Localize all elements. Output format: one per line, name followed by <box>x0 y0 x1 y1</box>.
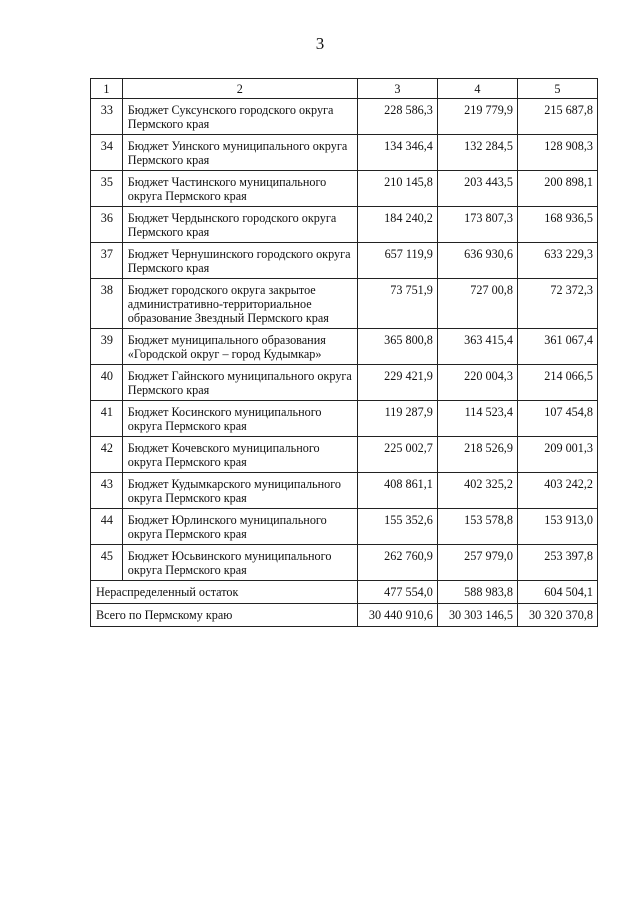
row-number-cell: 43 <box>91 473 123 509</box>
row-number-cell: 36 <box>91 207 123 243</box>
budget-name-cell: Бюджет Уинского муниципального округа Пермского края <box>122 135 357 171</box>
value-col-5-cell: 215 687,8 <box>517 99 597 135</box>
budget-name-cell: Бюджет городского округа закрытое административно-территориальное образование Звездный Пермского края <box>122 279 357 329</box>
value-col-5-cell: 168 936,5 <box>517 207 597 243</box>
table-row <box>91 243 598 279</box>
budget-name-cell: Бюджет Чернушинского городского округа Пермского края <box>122 243 357 279</box>
value-col-3-cell: 73 751,9 <box>357 279 437 329</box>
value-col-5-cell: 214 066,5 <box>517 365 597 401</box>
total-col-5-cell: 30 320 370,8 <box>517 604 597 627</box>
value-col-3-cell: 225 002,7 <box>357 437 437 473</box>
value-col-5-cell: 253 397,8 <box>517 545 597 581</box>
value-col-5-cell: 200 898,1 <box>517 171 597 207</box>
table-row <box>91 509 598 545</box>
value-col-3-cell: 657 119,9 <box>357 243 437 279</box>
budget-name-cell: Бюджет Гайнского муниципального округа Пермского края <box>122 365 357 401</box>
table-row <box>91 365 598 401</box>
budget-name-cell: Бюджет Косинского муниципального округа Пермского края <box>122 401 357 437</box>
row-number-cell: 33 <box>91 99 123 135</box>
value-col-4-cell: 363 415,4 <box>437 329 517 365</box>
row-number-cell: 40 <box>91 365 123 401</box>
table-row <box>91 473 598 509</box>
unallocated-col-4-cell: 588 983,8 <box>437 581 517 604</box>
value-col-3-cell: 228 586,3 <box>357 99 437 135</box>
row-number-cell: 44 <box>91 509 123 545</box>
table-row <box>91 545 598 581</box>
budget-name-cell: Бюджет Кудымкарского муниципального округа Пермского края <box>122 473 357 509</box>
row-number-cell: 34 <box>91 135 123 171</box>
value-col-4-cell: 402 325,2 <box>437 473 517 509</box>
value-col-4-cell: 153 578,8 <box>437 509 517 545</box>
header-cell-col-5: 5 <box>517 79 597 99</box>
budget-table-body <box>91 79 598 627</box>
value-col-3-cell: 229 421,9 <box>357 365 437 401</box>
value-col-5-cell: 633 229,3 <box>517 243 597 279</box>
table-row <box>91 401 598 437</box>
table-row <box>91 207 598 243</box>
unallocated-label-cell: Нераспределенный остаток <box>91 581 358 604</box>
row-number-cell: 41 <box>91 401 123 437</box>
value-col-5-cell: 128 908,3 <box>517 135 597 171</box>
value-col-4-cell: 220 004,3 <box>437 365 517 401</box>
row-number-cell: 37 <box>91 243 123 279</box>
total-col-4-cell: 30 303 146,5 <box>437 604 517 627</box>
value-col-5-cell: 153 913,0 <box>517 509 597 545</box>
value-col-4-cell: 218 526,9 <box>437 437 517 473</box>
budget-name-cell: Бюджет Юрлинского муниципального округа Пермского края <box>122 509 357 545</box>
table-row <box>91 279 598 329</box>
value-col-4-cell: 219 779,9 <box>437 99 517 135</box>
row-number-cell: 39 <box>91 329 123 365</box>
row-number-cell: 35 <box>91 171 123 207</box>
row-number-cell: 42 <box>91 437 123 473</box>
budget-name-cell: Бюджет Кочевского муниципального округа Пермского края <box>122 437 357 473</box>
unallocated-row <box>91 581 598 604</box>
total-label-cell: Всего по Пермскому краю <box>91 604 358 627</box>
table-row <box>91 135 598 171</box>
value-col-4-cell: 257 979,0 <box>437 545 517 581</box>
budget-name-cell: Бюджет Частинского муниципального округа Пермского края <box>122 171 357 207</box>
value-col-5-cell: 107 454,8 <box>517 401 597 437</box>
value-col-5-cell: 361 067,4 <box>517 329 597 365</box>
value-col-4-cell: 132 284,5 <box>437 135 517 171</box>
budget-name-cell: Бюджет Чердынского городского округа Пермского края <box>122 207 357 243</box>
value-col-3-cell: 408 861,1 <box>357 473 437 509</box>
value-col-3-cell: 365 800,8 <box>357 329 437 365</box>
table-row <box>91 99 598 135</box>
value-col-3-cell: 134 346,4 <box>357 135 437 171</box>
total-col-3-cell: 30 440 910,6 <box>357 604 437 627</box>
row-number-cell: 38 <box>91 279 123 329</box>
value-col-4-cell: 203 443,5 <box>437 171 517 207</box>
budget-name-cell: Бюджет Суксунского городского округа Пермского края <box>122 99 357 135</box>
table-row <box>91 171 598 207</box>
table-row <box>91 437 598 473</box>
budget-name-cell: Бюджет Юсьвинского муниципального округа Пермского края <box>122 545 357 581</box>
value-col-4-cell: 114 523,4 <box>437 401 517 437</box>
header-cell-col-4: 4 <box>437 79 517 99</box>
value-col-4-cell: 173 807,3 <box>437 207 517 243</box>
header-cell-col-3: 3 <box>357 79 437 99</box>
value-col-3-cell: 119 287,9 <box>357 401 437 437</box>
value-col-5-cell: 403 242,2 <box>517 473 597 509</box>
value-col-5-cell: 209 001,3 <box>517 437 597 473</box>
table-header-row <box>91 79 598 99</box>
budget-table <box>90 78 598 627</box>
table-row <box>91 329 598 365</box>
value-col-3-cell: 210 145,8 <box>357 171 437 207</box>
value-col-4-cell: 636 930,6 <box>437 243 517 279</box>
row-number-cell: 45 <box>91 545 123 581</box>
header-cell-col-2: 2 <box>122 79 357 99</box>
value-col-3-cell: 184 240,2 <box>357 207 437 243</box>
unallocated-col-5-cell: 604 504,1 <box>517 581 597 604</box>
value-col-3-cell: 262 760,9 <box>357 545 437 581</box>
budget-name-cell: Бюджет муниципального образования «Городской округ – город Кудымкар» <box>122 329 357 365</box>
value-col-4-cell: 727 00,8 <box>437 279 517 329</box>
total-row <box>91 604 598 627</box>
value-col-3-cell: 155 352,6 <box>357 509 437 545</box>
value-col-5-cell: 72 372,3 <box>517 279 597 329</box>
page-number: 3 <box>315 34 325 53</box>
header-cell-col-1: 1 <box>91 79 123 99</box>
unallocated-col-3-cell: 477 554,0 <box>357 581 437 604</box>
